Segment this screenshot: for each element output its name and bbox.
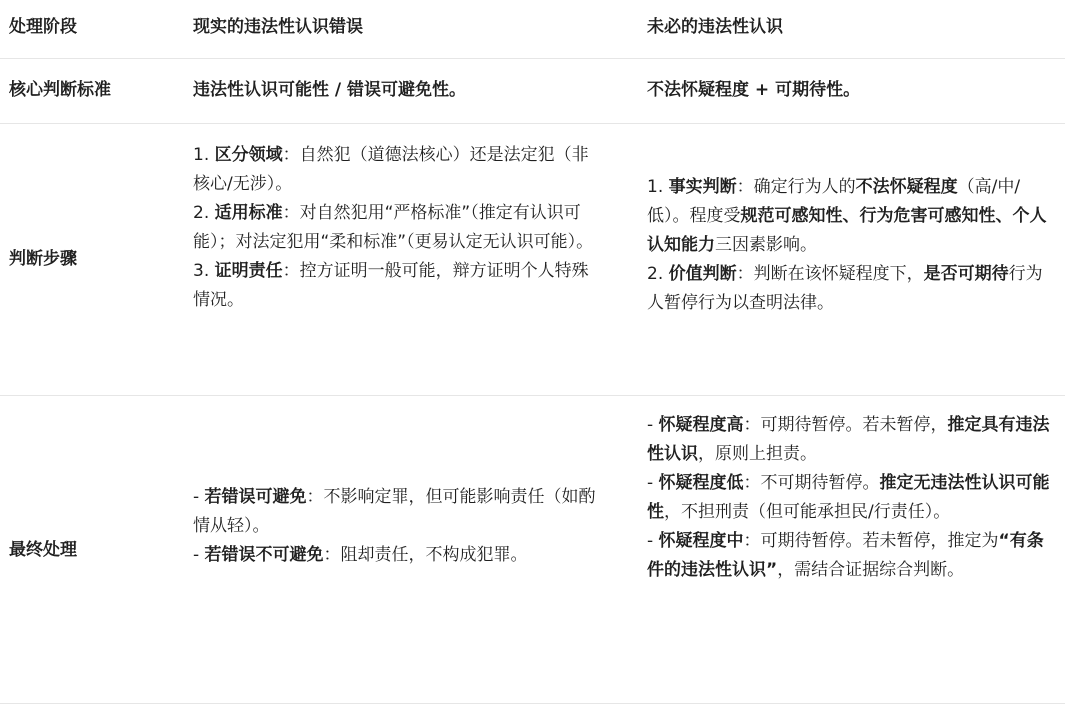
step-paragraph: 3. 证明责任：控方证明一般可能，辩方证明个人特殊情况。 (193, 261, 589, 310)
table-row-steps (0, 124, 1065, 396)
header-dolus-eventualis: 未必的违法性认识 (647, 17, 783, 37)
final-paragraph: - 若错误可避免：不影响定罪，但可能影响责任（如酌情从轻）。 (193, 487, 596, 536)
header-actual-error: 现实的违法性认识错误 (193, 17, 363, 37)
final-paragraph: - 怀疑程度低：不可期待暂停。推定无违法性认识可能性，不担刑责（但可能承担民/行责任）。 (647, 473, 1050, 522)
step-paragraph: 2. 适用标准：对自然犯用“严格标准”（推定有认识可能）；对法定犯用“柔和标准”（更易认定无认识可能）。 (193, 203, 594, 252)
row-label-final: 最终处理 (9, 540, 77, 560)
steps-dolus-eventualis (647, 173, 1057, 318)
table-row-final (0, 396, 1065, 704)
final-paragraph: - 怀疑程度中：可期待暂停。若未暂停，推定为“有条件的违法性认识”，需结合证据综合判断。 (647, 531, 1044, 580)
table-row-standard (0, 59, 1065, 124)
final-paragraph: - 若错误不可避免：阻却责任，不构成犯罪。 (193, 545, 528, 565)
final-actual-error (193, 483, 603, 570)
standard-dolus-eventualis: 不法怀疑程度 + 可期待性。 (647, 80, 861, 100)
standard-actual-error: 违法性认识可能性 / 错误可避免性。 (193, 80, 467, 100)
header-stage: 处理阶段 (9, 17, 77, 37)
step-paragraph: 1. 事实判断：确定行为人的不法怀疑程度（高/中/低）。程度受规范可感知性、行为危害可感知性、个人认知能力三因素影响。 (647, 177, 1047, 255)
steps-actual-error (193, 141, 603, 315)
table-header-row (0, 0, 1065, 59)
row-label-steps: 判断步骤 (9, 249, 77, 269)
row-label-standard: 核心判断标准 (9, 80, 111, 100)
final-paragraph: - 怀疑程度高：可期待暂停。若未暂停，推定具有违法性认识，原则上担责。 (647, 415, 1050, 464)
step-paragraph: 1. 区分领域：自然犯（道德法核心）还是法定犯（非核心/无涉）。 (193, 145, 589, 194)
step-paragraph: 2. 价值判断：判断在该怀疑程度下，是否可期待行为人暂停行为以查明法律。 (647, 264, 1043, 313)
final-dolus-eventualis (647, 411, 1057, 585)
